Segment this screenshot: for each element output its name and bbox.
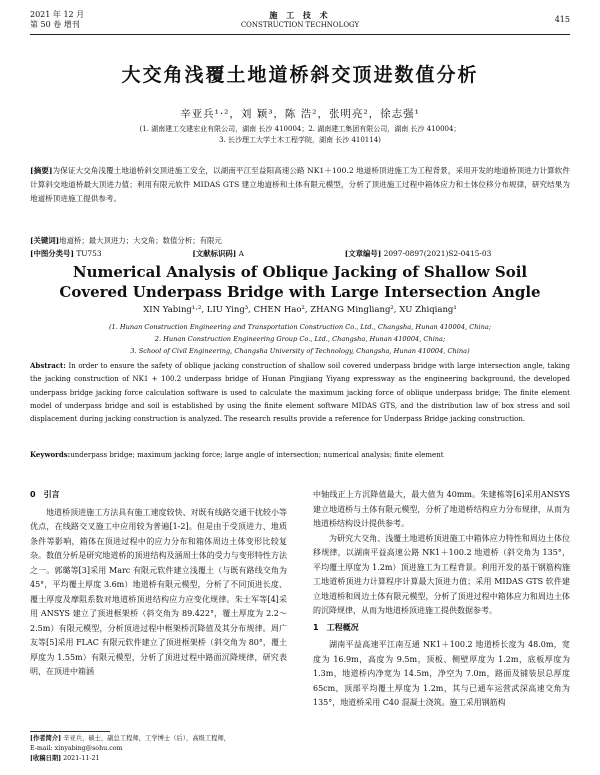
- paper-title-cn: 大交角浅覆土地道桥斜交顶进数值分析: [121, 64, 479, 86]
- doc-code-field: [192, 247, 342, 260]
- abstract-text-en: In order to ensure the safety of oblique jacking construction of shallow soil covered underpass bridge with large intersection angle, taking the jacking construction of NK1 + 100.2 underpass bridge of Hunan Pingjiang Yiyang expressway as the engineering background, the developed underpass bridge jacking force calculation software is used to calculate the maximum jacking force of oblique underpass bridge; The finite element model of underpass bridge and soil is established by using the finite element software MIDAS GTS, and the distribution law of box stress and soil displacement during jacking construction is analyzed. The research results provide a reference for Underpass Bridge jacking construction.: [30, 362, 570, 424]
- keywords-label-en: Keywords:: [30, 450, 71, 459]
- paper-title-en: [30, 262, 570, 302]
- footnote-author-info: 辛亚兵，硕士，副总工程师，工学博士（后），高级工程师，: [63, 735, 231, 742]
- abstract-cn: [30, 164, 570, 206]
- clc-label: [中图分类号]: [30, 249, 74, 258]
- paper-title-en-line: Covered Underpass Bridge with Large Intersection Angle: [59, 283, 541, 301]
- body-paragraph: 中轴线正上方沉降值最大，最大值为 40mm。朱建栋等[6]采用ANSYS建立地道桥与土体有限元模型，分析了地道桥结构应力分布规律，从而为地道桥结构设计提供参考。: [313, 490, 570, 528]
- journal-name-cn: 施 工 技 术: [269, 10, 331, 20]
- keywords-text-en: underpass bridge; maximum jacking force; large angle of intersection; numerical analysis; finite element: [70, 451, 444, 459]
- footnote: [30, 734, 287, 764]
- body-column-left: [30, 488, 287, 680]
- footnote-author: [30, 734, 287, 744]
- affiliations-cn: [70, 124, 530, 146]
- affiliations-en: [30, 321, 570, 357]
- body-paragraph: 地道桥顶进施工方法具有施工速度较快、对既有线路交通干扰较小等优点，在线路交叉施工中应用较为普遍[1-2]。但是由于受顶进力、地质条件等影响，箱体在顶进过程中的应力分布和箱体周边土体变形比较复杂。数值分析是研究地道桥的顶进结构及涵周土体的受力与变形特性方法之一。郭璐等[3]采用 Marc 有限元软件建立浅覆土（与既有路线交角为 45°，平均覆土厚度 3.6m）地道桥有限元模型，分析了不同顶进长度、覆土厚度及摩阻系数对地道桥顶进结构应力应变化规律。朱士军等[4]采用 ANSYS 建立了顶进框架桥（斜交角为 89.422°，覆土厚度为 2.2～2.5m）有限元模型，分析顶进过程中框架桥沉降值及其分布规律。周广友等[5]采用 FLAC 有限元软件建立了顶进框架桥（斜交角为 80°，覆土厚度为 1.55m）有限元模型，分析了顶进过程中路面沉降规律，研究表明，在顶进中箱涵: [30, 507, 287, 676]
- abstract-en: [30, 359, 570, 426]
- abstract-label-en: Abstract:: [30, 361, 66, 370]
- page-number: 415: [554, 15, 570, 24]
- affiliation-en-line: 2. Hunan Construction Engineering Group Co., Ltd., Changsha, Hunan 410004, China;: [154, 335, 446, 343]
- affiliation-en-line: 3. School of Civil Engineering, Changsha University of Technology, Changsha, Hunan 410004, China): [130, 347, 470, 355]
- keywords-text-cn: 地道桥；最大顶进力；大交角；数值分析；有限元: [59, 236, 222, 245]
- classification-row: [30, 247, 570, 260]
- footnote-author-label: [作者简介]: [30, 735, 62, 742]
- footnote-received-date: 2021-11-21: [63, 755, 100, 762]
- section-heading-introduction: 0 引言: [30, 490, 60, 499]
- article-no-label: [文章编号]: [344, 249, 382, 258]
- authors-cn: 辛亚兵¹·²，刘 颖³，陈 浩²，张明亮²，徐志强¹: [180, 108, 420, 120]
- body-paragraph: 湖南平益高速平江南互通 NK1＋100.2 地道桥长度为 48.0m，宽度为 16.9m，高度为 9.5m，顶板、侧壁厚度为 1.2m，底板厚度为 1.3m，地道桥内净宽为 14.5m，净空为 7.0m，路面及铺装层总厚度 65cm，顶部平均覆土厚度为 1.2m，其与已通车运营武深高速交角为 135°，地道桥采用 C40 混凝土浇筑。施工采用钢筋构: [313, 640, 570, 707]
- issue-date: 2021 年 12 月: [30, 10, 85, 19]
- clc-field: [30, 247, 190, 260]
- article-no-value: 2097-0897(2021)S2-0415-03: [383, 249, 492, 258]
- journal-name-en: CONSTRUCTION TECHNOLOGY: [240, 21, 360, 29]
- affiliation-cn-line: 3. 长沙理工大学土木工程学院，湖南 长沙 410114): [219, 136, 381, 144]
- abstract-label-cn: [摘要]: [30, 166, 53, 175]
- abstract-text-cn: 为保证大交角浅覆土地道桥斜交顶进施工安全，以湖南平江至益阳高速公路 NK1＋100.2 地道桥顶进施工为工程背景，采用开发的地道桥顶进力计算软件计算斜交地道桥最大顶进力值；利用有限元软件 MIDAS GTS 建立地道桥和土体有限元模型，分析了顶进施工过程中箱体应力和土体位移分布规律，研究结果为地道桥顶进施工提供参考。: [30, 166, 570, 203]
- affiliation-cn-line: (1. 湖南建工交建宏业有限公司，湖南 长沙 410004；2. 湖南建工集团有限公司，湖南 长沙 410004；: [139, 125, 461, 133]
- body-column-right: [313, 488, 570, 711]
- paper-title-en-line: Numerical Analysis of Oblique Jacking of Shallow Soil: [72, 263, 528, 281]
- article-no-field: [345, 247, 492, 260]
- footnote-received: [30, 754, 287, 764]
- footnote-rule: [30, 731, 110, 732]
- keywords-en: [30, 449, 570, 461]
- section-heading-project: 1 工程概况: [313, 622, 359, 632]
- affiliation-en-line: (1. Hunan Construction Engineering and Transportation Construction Co., Ltd., Changsha, Hunan 410004, China;: [108, 323, 492, 331]
- footnote-received-label: [收稿日期]: [30, 755, 62, 762]
- authors-en: XIN Yabing¹·², LIU Ying³, CHEN Hao², ZHANG Mingliang², XU Zhiqiang¹: [143, 305, 457, 315]
- clc-value: TU753: [76, 249, 102, 258]
- running-header: [30, 10, 570, 34]
- footnote-email: E-mail: xinyabing@sohu.com: [30, 745, 123, 752]
- issue-volume: 第 50 卷 增刊: [30, 20, 80, 29]
- doc-code-label: [文献标识码]: [192, 249, 237, 258]
- keywords-cn: [30, 234, 570, 247]
- doc-code-value: A: [238, 249, 245, 258]
- journal-name: [30, 10, 570, 30]
- header-rule: [30, 34, 570, 35]
- body-paragraph: 为研究大交角、浅覆土地道桥顶进施工中箱体应力特性和周边土体位移规律，以湖南平益高速公路 NK1＋100.2 地道桥（斜交角为 135°，平均覆土厚度为 1.2m）顶进施工为工程背景。利用开发的基于钢筋构施工地道桥顶进力计算程序计算最大顶进力值；采用 MIDAS GTS 软件建立地道桥和周边土体有限元模型，分析了顶进过程中箱体应力和周边土体的沉降规律，从而为地道桥顶进施工提供数据参考。: [313, 533, 570, 615]
- paper-meta: [30, 234, 570, 260]
- keywords-label-cn: [关键词]: [30, 236, 60, 245]
